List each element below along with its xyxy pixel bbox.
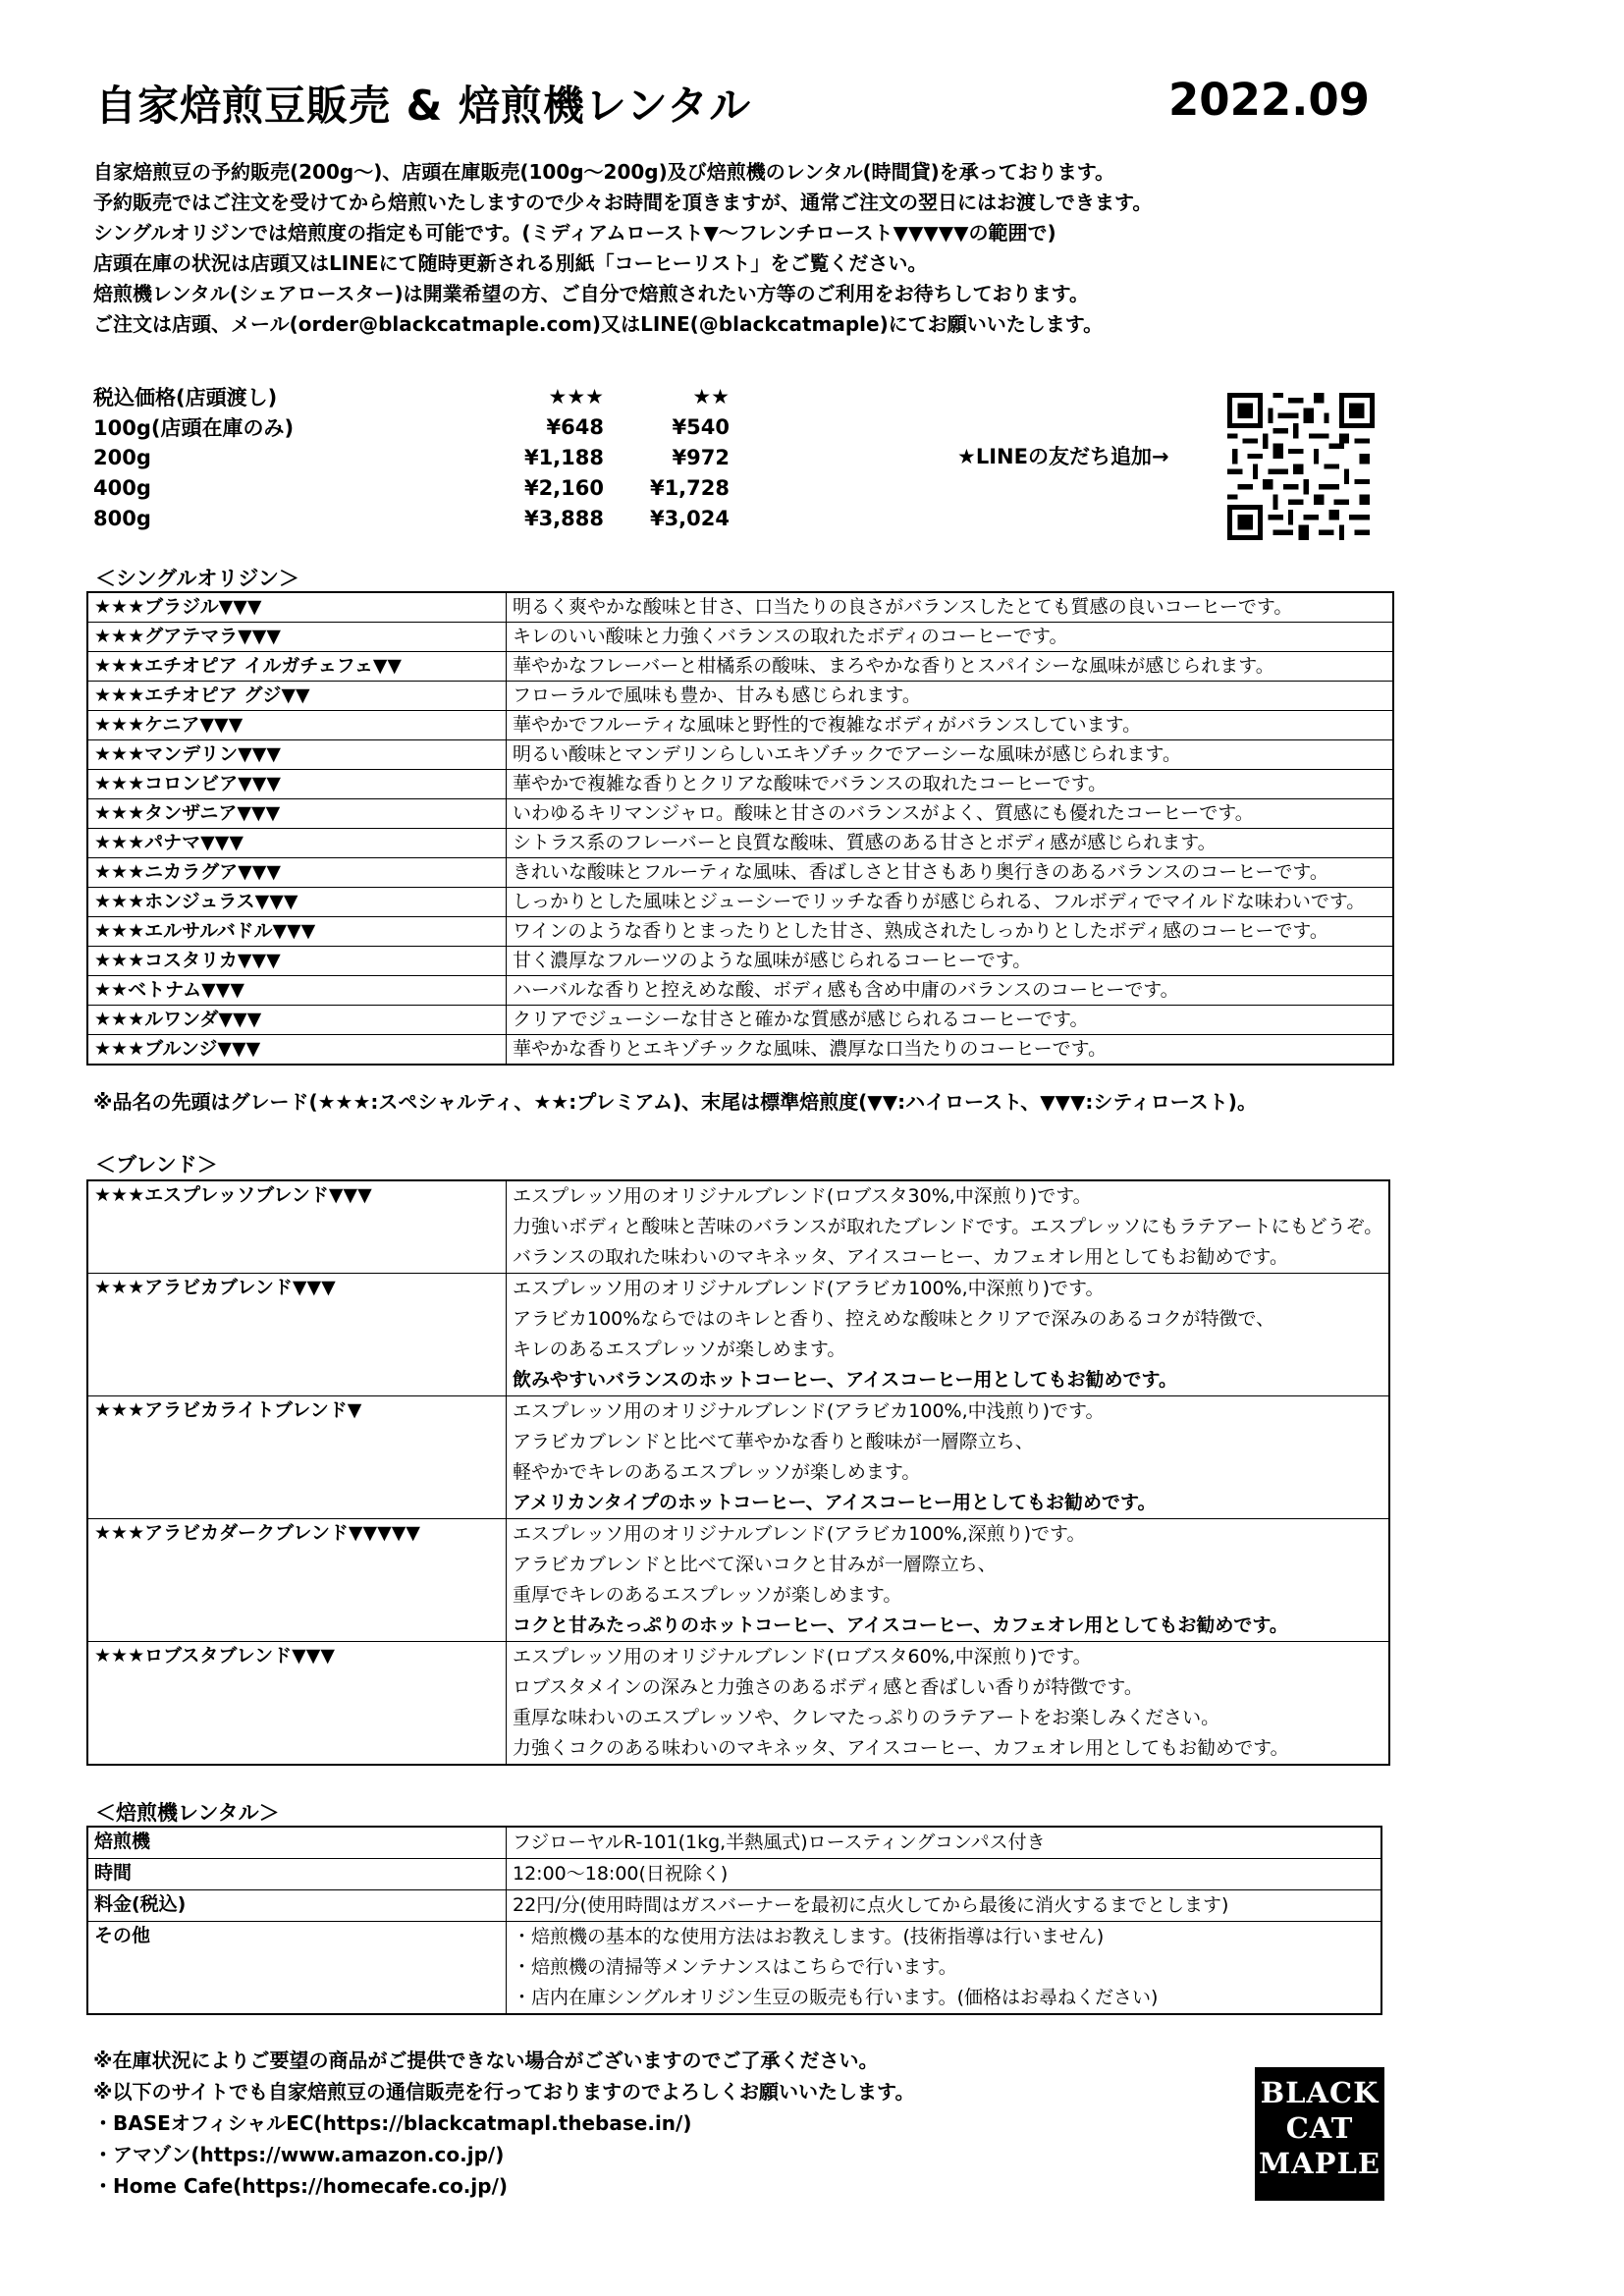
description-line: エスプレッソ用のオリジナルブレンド(ロブスタ30%,中深煎り)です。 — [513, 1185, 1092, 1207]
price-table — [93, 381, 730, 533]
table-row — [87, 799, 1393, 829]
description-line: アラビカブレンドと比べて深いコクと甘みが一層際立ち、 — [513, 1554, 997, 1575]
price-grade2: ¥972 — [672, 445, 730, 469]
description-line: 重厚でキレのあるエスプレッソが楽しめます。 — [513, 1584, 902, 1606]
product-description — [507, 1519, 1390, 1642]
product-name: ★★★ニカラグア▼▼▼ — [87, 858, 507, 888]
line-friend-add-label: ★LINEの友だち追加→ — [957, 445, 1169, 468]
table-row — [87, 1827, 1381, 1859]
rental-item-name: その他 — [87, 1922, 507, 2015]
description-line: ・焙煎機の清掃等メンテナンスはこちらで行います。 — [513, 1956, 957, 1978]
price-header-grade3: ★★★ — [548, 384, 604, 409]
table-row — [87, 652, 1393, 682]
table-row — [87, 829, 1393, 858]
table-row — [87, 1642, 1389, 1766]
intro-line: 予約販売ではご注文を受けてから焙煎いたしますので少々お時間を頂きますが、通常ご注文の翌日にはお渡しできます。 — [93, 191, 1153, 214]
price-row — [93, 472, 730, 503]
product-description: 華やかなフレーバーと柑橘系の酸味、まろやかな香りとスパイシーな風味が感じられます。 — [507, 652, 1394, 682]
description-line: エスプレッソ用のオリジナルブレンド(アラビカ100%,中深煎り)です。 — [513, 1278, 1105, 1299]
product-name: ★★★ホンジュラス▼▼▼ — [87, 888, 507, 917]
rental-item-value — [507, 1827, 1382, 1859]
table-row — [87, 858, 1393, 888]
rental-item-value — [507, 1859, 1382, 1890]
product-name: ★★★アラビカダークブレンド▼▼▼▼▼ — [87, 1519, 507, 1642]
product-name: ★★★マンデリン▼▼▼ — [87, 740, 507, 770]
grade-note: ※品名の先頭はグレード(★★★:スペシャルティ、★★:プレミアム)、末尾は標準焙煎度(▼▼:ハイロースト、▼▼▼:シティロースト)。 — [93, 1090, 1257, 1114]
table-row — [87, 1180, 1389, 1274]
product-name: ★★★パナマ▼▼▼ — [87, 829, 507, 858]
footer-link-amazon[interactable]: ・アマゾン(https://www.amazon.co.jp/) — [93, 2143, 505, 2166]
price-grade2: ¥540 — [672, 414, 730, 439]
table-row — [87, 1519, 1389, 1642]
table-row — [87, 1890, 1381, 1922]
table-row — [87, 947, 1393, 976]
table-row — [87, 1006, 1393, 1035]
single-origin-table — [86, 591, 1394, 1066]
product-description: シトラス系のフレーバーと良質な酸味、質感のある甘さとボディ感が感じられます。 — [507, 829, 1394, 858]
logo-text: BLACK — [1260, 2076, 1380, 2109]
table-row — [87, 976, 1393, 1006]
rental-item-name: 焙煎機 — [87, 1827, 507, 1859]
intro-line: 自家焙煎豆の予約販売(200g～)、店頭在庫販売(100g～200g)及び焙煎機のレンタル(時間貸)を承っております。 — [93, 160, 1115, 184]
description-line: 力強いボディと酸味と苦味のバランスが取れたブレンドです。エスプレッソにもラテアートにもどうぞ。 — [513, 1216, 1383, 1237]
price-row — [93, 442, 730, 472]
footer-link-homecafe[interactable]: ・Home Cafe(https://homecafe.co.jp/) — [93, 2174, 509, 2198]
product-name: ★★★アラビカブレンド▼▼▼ — [87, 1274, 507, 1396]
product-name: ★★★ロブスタブレンド▼▼▼ — [87, 1642, 507, 1766]
product-description: 華やかでフルーティな風味と野性的で複雑なボディがバランスしています。 — [507, 711, 1394, 740]
product-description: 華やかな香りとエキゾチックな風味、濃厚な口当たりのコーヒーです。 — [507, 1035, 1394, 1066]
brand-logo — [1255, 2067, 1384, 2201]
logo-text: CAT — [1285, 2111, 1354, 2145]
logo-text: MAPLE — [1259, 2147, 1380, 2180]
page-title: 自家焙煎豆販売 & 焙煎機レンタル — [95, 82, 752, 130]
footer-line: ※在庫状況によりご要望の商品がご提供できない場合がございますのでご了承ください。 — [93, 2049, 879, 2072]
rental-item-name: 料金(税込) — [87, 1890, 507, 1922]
price-weight: 400g — [93, 475, 151, 500]
product-name: ★★★エスプレッソブレンド▼▼▼ — [87, 1180, 507, 1274]
price-row — [93, 503, 730, 533]
price-grade3: ¥1,188 — [523, 445, 604, 469]
description-line: 22円/分(使用時間はガスバーナーを最初に点火してから最後に消火するまでとします) — [513, 1894, 1229, 1916]
description-line: キレのあるエスプレッソが楽しめます。 — [513, 1339, 846, 1360]
rental-heading: ＜焙煎機レンタル＞ — [95, 1801, 280, 1825]
product-description: 明るく爽やかな酸味と甘さ、口当たりの良さがバランスしたとても質感の良いコーヒーです。 — [507, 592, 1394, 623]
product-description: ハーバルな香りと控えめな酸、ボディ感も含め中庸のバランスのコーヒーです。 — [507, 976, 1394, 1006]
product-description: クリアでジューシーな甘さと確かな質感が感じられるコーヒーです。 — [507, 1006, 1394, 1035]
product-description: キレのいい酸味と力強くバランスの取れたボディのコーヒーです。 — [507, 623, 1394, 652]
description-line: 12:00～18:00(日祝除く) — [513, 1863, 729, 1885]
product-description — [507, 1396, 1390, 1519]
footer-line: ※以下のサイトでも自家焙煎豆の通信販売を行っておりますのでよろしくお願いいたします。 — [93, 2080, 915, 2104]
table-row — [87, 740, 1393, 770]
product-description — [507, 1180, 1390, 1274]
description-line: ・店内在庫シングルオリジン生豆の販売も行います。(価格はお尋ねください) — [513, 1987, 1159, 2008]
rental-item-value — [507, 1922, 1382, 2015]
description-line-bold: 飲みやすいバランスのホットコーヒー、アイスコーヒー用としてもお勧めです。 — [513, 1369, 1177, 1391]
table-row — [87, 770, 1393, 799]
description-line-bold: アメリカンタイプのホットコーヒー、アイスコーヒー用としてもお勧めです。 — [513, 1492, 1157, 1513]
product-description — [507, 1274, 1390, 1396]
table-row — [87, 711, 1393, 740]
description-line: ロブスタメインの深みと力強さのあるボディ感と香ばしい香りが特徴です。 — [513, 1676, 1143, 1698]
product-name: ★★★ブルンジ▼▼▼ — [87, 1035, 507, 1066]
footer-notes — [93, 2045, 914, 2202]
description-line: ・焙煎機の基本的な使用方法はお教えします。(技術指導は行いません) — [513, 1926, 1105, 1947]
rental-table — [86, 1826, 1382, 2015]
rental-item-name: 時間 — [87, 1859, 507, 1890]
price-grade3: ¥3,888 — [523, 506, 604, 530]
price-weight: 100g(店頭在庫のみ) — [93, 415, 295, 440]
price-weight: 200g — [93, 445, 151, 469]
blend-heading: ＜ブレンド＞ — [95, 1153, 218, 1176]
blend-table — [86, 1179, 1390, 1766]
product-name: ★★★グアテマラ▼▼▼ — [87, 623, 507, 652]
description-line: エスプレッソ用のオリジナルブレンド(ロブスタ60%,中深煎り)です。 — [513, 1646, 1092, 1667]
product-description: きれいな酸味とフルーティな風味、香ばしさと甘さもあり奥行きのあるバランスのコーヒーです。 — [507, 858, 1394, 888]
product-name: ★★★コスタリカ▼▼▼ — [87, 947, 507, 976]
description-line: バランスの取れた味わいのマキネッタ、アイスコーヒー、カフェオレ用としてもお勧めです。 — [513, 1246, 1289, 1268]
description-line-bold: コクと甘みたっぷりのホットコーヒー、アイスコーヒー、カフェオレ用としてもお勧めです。 — [513, 1614, 1288, 1636]
product-name: ★★★ブラジル▼▼▼ — [87, 592, 507, 623]
table-row — [87, 623, 1393, 652]
product-name: ★★★エチオピア イルガチェフェ▼▼ — [87, 652, 507, 682]
table-row — [87, 1035, 1393, 1066]
product-name: ★★★アラビカライトブレンド▼ — [87, 1396, 507, 1519]
product-description: ワインのような香りとまったりとした甘さ、熟成されたしっかりとしたボディ感のコーヒーです。 — [507, 917, 1394, 947]
table-row — [87, 917, 1393, 947]
description-line: エスプレッソ用のオリジナルブレンド(アラビカ100%,深煎り)です。 — [513, 1523, 1086, 1545]
intro-line: 店頭在庫の状況は店頭又はLINEにて随時更新される別紙「コーヒーリスト」をご覧ください。 — [93, 251, 928, 275]
price-grade3: ¥648 — [546, 414, 604, 439]
description-line: 力強くコクのある味わいのマキネッタ、アイスコーヒー、カフェオレ用としてもお勧めです。 — [513, 1737, 1289, 1759]
product-name: ★★★タンザニア▼▼▼ — [87, 799, 507, 829]
product-description: 甘く濃厚なフルーツのような風味が感じられるコーヒーです。 — [507, 947, 1394, 976]
description-line: アラビカブレンドと比べて華やかな香りと酸味が一層際立ち、 — [513, 1431, 1034, 1452]
price-header-grade2: ★★ — [692, 384, 730, 409]
intro-line: シングルオリジンでは焙煎度の指定も可能です。(ミディアムロースト▼～フレンチロースト▼▼▼▼▼の範囲で) — [93, 221, 1056, 245]
price-header-label: 税込価格(店頭渡し) — [93, 385, 278, 410]
table-row — [87, 1396, 1389, 1519]
description-line: フジローヤルR-101(1kg,半熱風式)ロースティングコンパス付き — [513, 1831, 1046, 1853]
intro-line: 焙煎機レンタル(シェアロースター)は開業希望の方、ご自分で焙煎されたい方等のご利用をお待ちしております。 — [93, 282, 1089, 305]
table-row — [87, 592, 1393, 623]
single-origin-heading: ＜シングルオリジン＞ — [95, 567, 299, 590]
product-name: ★★ベトナム▼▼▼ — [87, 976, 507, 1006]
product-name: ★★★エルサルバドル▼▼▼ — [87, 917, 507, 947]
table-row — [87, 888, 1393, 917]
table-row — [87, 1922, 1381, 2015]
price-grade2: ¥3,024 — [649, 506, 730, 530]
description-line: 軽やかでキレのあるエスプレッソが楽しめます。 — [513, 1461, 921, 1483]
footer-link-base[interactable]: ・BASEオフィシャルEC(https://blackcatmapl.thebase.in/) — [93, 2111, 692, 2135]
product-description — [507, 1642, 1390, 1766]
issue-date: 2022.09 — [1168, 74, 1370, 126]
product-name: ★★★コロンビア▼▼▼ — [87, 770, 507, 799]
description-line: エスプレッソ用のオリジナルブレンド(アラビカ100%,中浅煎り)です。 — [513, 1400, 1105, 1422]
product-name: ★★★ケニア▼▼▼ — [87, 711, 507, 740]
price-weight: 800g — [93, 506, 151, 530]
product-description: 明るい酸味とマンデリンらしいエキゾチックでアーシーな風味が感じられます。 — [507, 740, 1394, 770]
rental-item-value — [507, 1890, 1382, 1922]
product-description: フローラルで風味も豊か、甘みも感じられます。 — [507, 682, 1394, 711]
product-description: 華やかで複雑な香りとクリアな酸味でバランスの取れたコーヒーです。 — [507, 770, 1394, 799]
description-line: 重厚な味わいのエスプレッソや、クレマたっぷりのラテアートをお楽しみください。 — [513, 1707, 1220, 1728]
product-name: ★★★エチオピア グジ▼▼ — [87, 682, 507, 711]
product-name: ★★★ルワンダ▼▼▼ — [87, 1006, 507, 1035]
price-header-row — [93, 381, 730, 411]
table-row — [87, 1859, 1381, 1890]
product-description: しっかりとした風味とジューシーでリッチな香りが感じられる、フルボディでマイルドな味わいです。 — [507, 888, 1394, 917]
qr-code-icon[interactable] — [1227, 393, 1375, 540]
intro-text — [93, 157, 1370, 340]
table-row — [87, 1274, 1389, 1396]
price-grade3: ¥2,160 — [523, 475, 604, 500]
intro-line: ご注文は店頭、メール(order@blackcatmaple.com)又はLINE(@blackcatmaple)にてお願いいたします。 — [93, 312, 1104, 336]
table-row — [87, 682, 1393, 711]
description-line: アラビカ100%ならではのキレと香り、控えめな酸味とクリアで深みのあるコクが特徴で、 — [513, 1308, 1275, 1330]
product-description: いわゆるキリマンジャロ。酸味と甘さのバランスがよく、質感にも優れたコーヒーです。 — [507, 799, 1394, 829]
price-row — [93, 411, 730, 442]
price-grade2: ¥1,728 — [649, 475, 730, 500]
